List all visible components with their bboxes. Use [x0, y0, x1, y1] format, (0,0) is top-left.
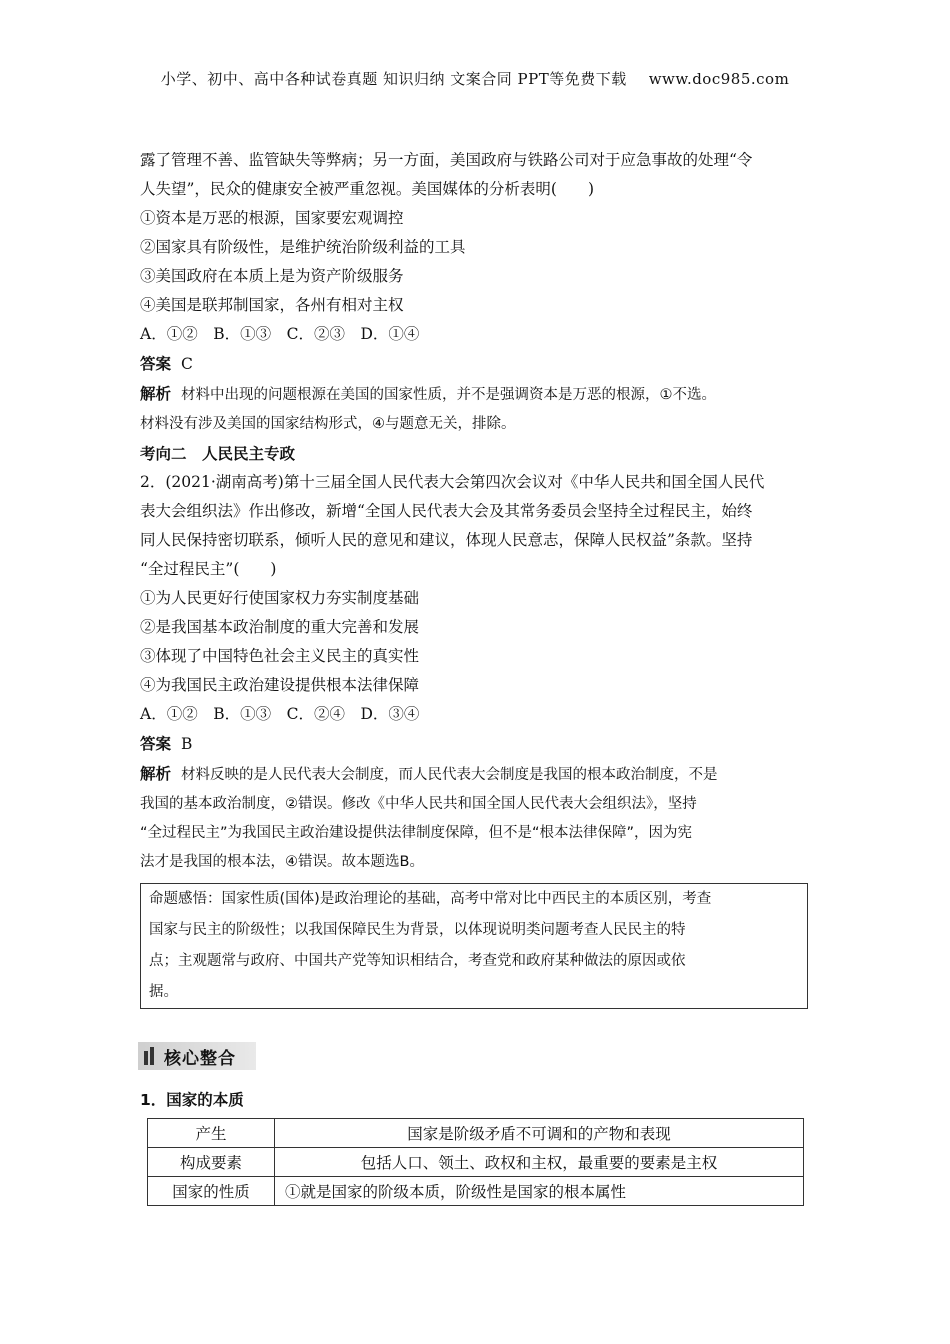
- table-value-cell: 国家是阶级矛盾不可调和的产物和表现: [275, 1119, 804, 1148]
- q1-analysis-line: 材料没有涉及美国的国家结构形式，④与题意无关，排除。: [140, 416, 516, 432]
- q1-choices: A．①② B．①③ C．②③ D．①④: [140, 325, 420, 343]
- table-value-cell: ①就是国家的阶级本质，阶级性是国家的根本属性: [275, 1177, 804, 1206]
- q2-stem-line: 同人民保持密切联系，倾听人民的意见和建议，体现人民意志，保障人民权益”条款。坚持: [140, 531, 753, 549]
- table-key-cell: 产生: [148, 1119, 275, 1148]
- q2-option: ④为我国民主政治建设提供根本法律保障: [140, 676, 420, 694]
- header-site: www.doc985.com: [648, 70, 790, 88]
- q1-option: ②国家具有阶级性，是维护统治阶级利益的工具: [140, 238, 466, 256]
- q2-option: ②是我国基本政治制度的重大完善和发展: [140, 618, 420, 636]
- q1-stem-line: 露了管理不善、监管缺失等弊病；另一方面，美国政府与铁路公司对于应急事故的处理“令: [140, 151, 753, 169]
- table-row: [148, 1148, 804, 1177]
- insight-line: 国家与民主的阶级性；以我国保障民生为背景，以体现说明类问题考查人民民主的特: [149, 922, 686, 938]
- table-row: [148, 1119, 804, 1148]
- answer-value: C: [181, 355, 193, 373]
- q2-choices: A．①② B．①③ C．②④ D．③④: [140, 705, 420, 723]
- q1-option: ①资本是万恶的根源，国家要宏观调控: [140, 209, 404, 227]
- analysis-label: 解析: [140, 384, 172, 403]
- q1-answer: [140, 349, 808, 379]
- analysis-label: 解析: [140, 764, 172, 783]
- q1-analysis-line: [140, 379, 808, 410]
- q2-stem-line: 2．(2021·湖南高考)第十三届全国人民代表大会第四次会议对《中华人民共和国全国人民代: [140, 473, 765, 491]
- bars-icon: [144, 1047, 154, 1065]
- main-content: [140, 146, 808, 1009]
- table-key-cell: 国家的性质: [148, 1177, 275, 1206]
- insight-line: 命题感悟：国家性质(国体)是政治理论的基础，高考中常对比中西民主的本质区别，考查: [149, 891, 712, 907]
- q2-stem-line: “全过程民主”( ): [140, 560, 277, 578]
- header-text: 小学、初中、高中各种试卷真题 知识归纳 文案合同 PPT等免费下载: [160, 70, 627, 88]
- state-essence-table: [147, 1118, 804, 1206]
- q1-option: ③美国政府在本质上是为资产阶级服务: [140, 267, 404, 285]
- section-heading: 考向二 人民民主专政: [140, 444, 296, 463]
- answer-value: B: [181, 735, 193, 753]
- q2-analysis-line: 我国的基本政治制度，②错误。修改《中华人民共和国全国人民代表大会组织法》，坚持: [140, 796, 697, 812]
- insight-line: 点；主观题常与政府、中国共产党等知识相结合，考查党和政府某种做法的原因或依: [149, 953, 686, 969]
- q2-stem-line: 表大会组织法》作出修改，新增“全国人民代表大会及其常务委员会坚持全过程民主，始终: [140, 502, 753, 520]
- table-value-cell: 包括人口、领土、政权和主权，最重要的要素是主权: [275, 1148, 804, 1177]
- insight-box: [140, 883, 808, 1009]
- analysis-text: 材料反映的是人民代表大会制度，而人民代表大会制度是我国的根本政治制度，不是: [181, 767, 718, 783]
- q2-answer: [140, 729, 808, 759]
- q2-analysis-line: “全过程民主”为我国民主政治建设提供法律制度保障，但不是“根本法律保障”，因为宪: [140, 825, 693, 841]
- core-subheading: 1．国家的本质: [140, 1091, 244, 1109]
- q2-option: ①为人民更好行使国家权力夯实制度基础: [140, 589, 420, 607]
- analysis-text: 材料中出现的问题根源在美国的国家性质，并不是强调资本是万恶的根源，①不选。: [181, 387, 717, 403]
- insight-line: 据。: [149, 984, 178, 1000]
- q1-stem-line: 人失望”，民众的健康安全被严重忽视。美国媒体的分析表明( ): [140, 180, 595, 198]
- q2-analysis-line: [140, 759, 808, 790]
- table-row: [148, 1177, 804, 1206]
- q2-analysis-line: 法才是我国的根本法，④错误。故本题选B。: [140, 854, 424, 870]
- answer-label: 答案: [140, 354, 172, 373]
- core-section-banner: [138, 1042, 256, 1070]
- banner-title: 核心整合: [164, 1048, 236, 1069]
- page-header: [0, 68, 950, 89]
- table-key-cell: 构成要素: [148, 1148, 275, 1177]
- q2-option: ③体现了中国特色社会主义民主的真实性: [140, 647, 420, 665]
- answer-label: 答案: [140, 734, 172, 753]
- q1-option: ④美国是联邦制国家，各州有相对主权: [140, 296, 404, 314]
